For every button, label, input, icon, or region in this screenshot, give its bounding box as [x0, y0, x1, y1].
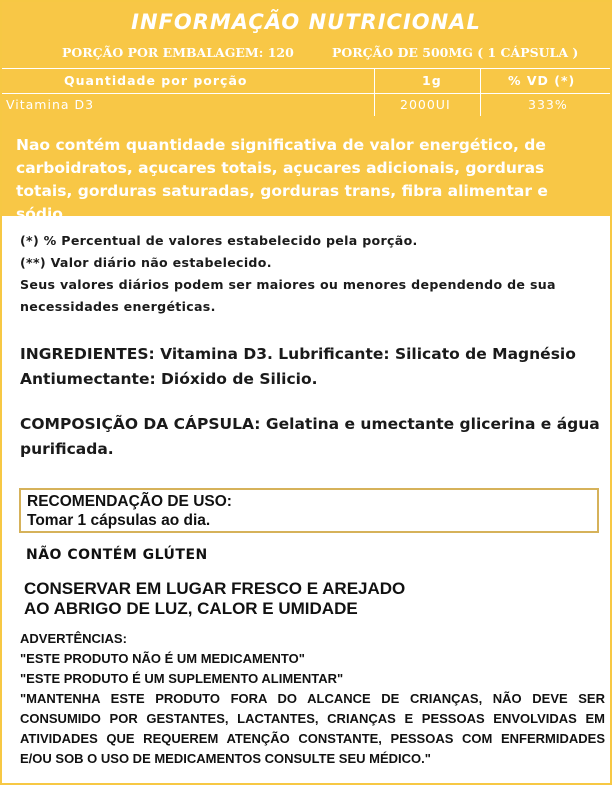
column-divider	[374, 94, 375, 116]
column-divider	[374, 69, 375, 93]
table-row	[2, 94, 610, 116]
warnings-section	[20, 629, 605, 769]
portion-per-package: PORÇÃO POR EMBALAGEM: 120	[62, 45, 294, 60]
disclaimer-text: Nao contém quantidade significativa de valor energético, de carboidratos, açucares totais, açucares adicionais, gorduras totais, gorduras saturadas, gorduras trans, fibra alimentar e sódio.	[16, 136, 548, 223]
vd-note-not-established: (**) Valor diário não estabelecido.	[20, 255, 272, 270]
ingredients-text: Vitamina D3. Lubrificante: Silicato de Magnésio Antiumectante: Dióxido de Silicio.	[20, 345, 576, 388]
nutrient-amount: 2000UI	[400, 97, 451, 112]
warning-food-supplement: "ESTE PRODUTO É UM SUPLEMENTO ALIMENTAR"	[20, 671, 344, 686]
capsule-composition-section	[20, 412, 605, 462]
nutrient-vd: 333%	[528, 97, 568, 112]
recommendation-title: RECOMENDAÇÃO DE USO:	[27, 493, 232, 510]
vd-notes	[20, 230, 610, 318]
column-header-amount: 1g	[422, 73, 442, 88]
nutrition-disclaimer	[2, 122, 610, 223]
recommendation-text: Tomar 1 cápsulas ao dia.	[27, 512, 211, 529]
warning-not-medicine: "ESTE PRODUTO NÃO É UM MEDICAMENTO"	[20, 651, 305, 666]
portion-info	[2, 42, 610, 68]
composition-text: Gelatina e umectante glicerina e água purificada.	[20, 415, 600, 458]
column-divider	[480, 69, 481, 93]
vd-note-percent: (*) % Percentual de valores estabelecido pela porção.	[20, 233, 418, 248]
ingredients-section	[20, 342, 605, 392]
column-header-vd: % VD (*)	[508, 73, 576, 88]
portion-size: PORÇÃO DE 500MG ( 1 CÁPSULA )	[332, 45, 579, 60]
usage-recommendation-box	[19, 488, 599, 533]
storage-instructions	[24, 579, 609, 619]
column-divider	[480, 94, 481, 116]
table-header-row	[2, 68, 610, 94]
storage-line-1: CONSERVAR EM LUGAR FRESCO E AREJADO	[24, 579, 406, 598]
nutrition-title: INFORMAÇÃO NUTRICIONAL	[131, 10, 481, 34]
storage-line-2: AO ABRIGO DE LUZ, CALOR E UMIDADE	[24, 599, 358, 618]
vd-note-variation: Seus valores diários podem ser maiores ou menores dependendo de sua necessidades energéticas.	[20, 277, 556, 314]
warning-keep-away: "MANTENHA ESTE PRODUTO FORA DO ALCANCE DE CRIANÇAS, NÃO DEVE SER CONSUMIDO POR GESTANTES, LACTANTES, CRIANÇAS E PESSOAS ENVOLVIDAS EM ATIVIDADES QUE REQUEREM ATENÇÃO CONSTANTE, PESSOAS COM ENFERMIDADES E/OU SOB O USO DE MEDICAMENTOS CONSULTE SEU MÉDICO."	[20, 691, 605, 766]
warnings-title: ADVERTÊNCIAS:	[20, 631, 127, 646]
ingredients-label: INGREDIENTES:	[20, 345, 155, 363]
composition-label: COMPOSIÇÃO DA CÁPSULA:	[20, 415, 261, 433]
nutrient-name: Vitamina D3	[6, 97, 95, 112]
column-header-quantity: Quantidade por porção	[64, 73, 248, 88]
gluten-free-notice: NÃO CONTÉM GLÚTEN	[26, 547, 208, 563]
